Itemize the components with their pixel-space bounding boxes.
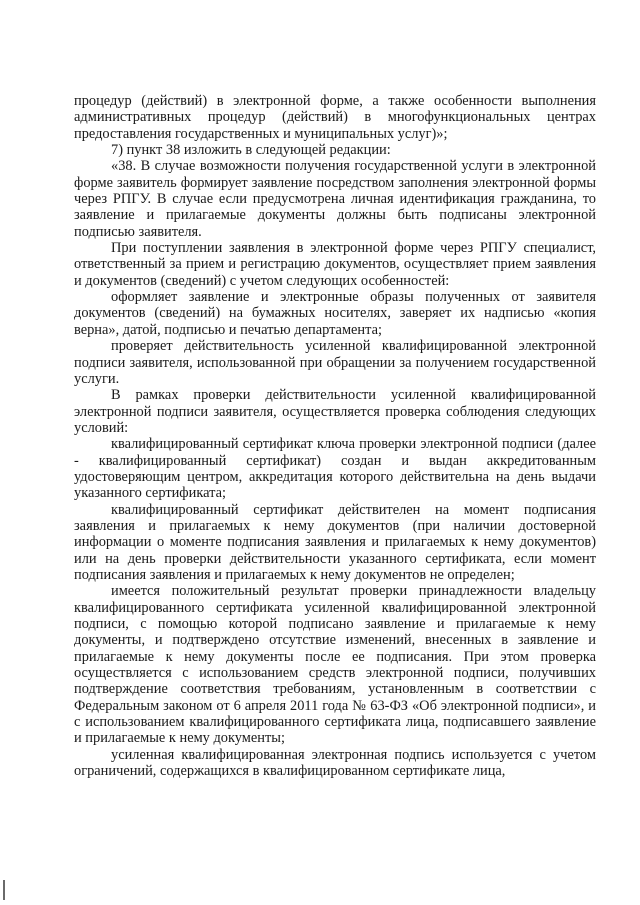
paragraph-2: 7) пункт 38 изложить в следующей редакции: xyxy=(111,142,391,159)
paragraph-7: В рамках проверки действительности усиленной квалифицированной электронной подписи заявителя, осуществляется проверка соблюдения следующих условий: xyxy=(74,387,596,436)
paragraph-6: проверяет действительность усиленной квалифицированной электронной подписи заявителя, использованной при обращении за получением государственной услуги. xyxy=(74,338,596,387)
paragraph-10: имеется положительный результат проверки принадлежности владельцу квалифицированного сертификата усиленной квалифицированной электронной подписи, с помощью которой подписано заявление и прилагаемые к нему документы, и подтверждено отсутствие изменений, внесенных в заявление и прилагаемые к нему документы после ее подписания. При этом проверка осуществляется с использованием средств электронной подписи, получивших подтверждение соответствия требованиям, установленным в соответствии с Федеральным законом от 6 апреля 2011 года № 63-ФЗ «Об электронной подписи», и с использованием квалифицированного сертификата лица, подписавшего заявление и прилагаемые к нему документы; xyxy=(74,583,596,747)
document-page xyxy=(74,93,596,779)
paragraph-3: «38. В случае возможности получения государственной услуги в электронной форме заявитель формирует заявление посредством заполнения электронной формы через РПГУ. В случае если предусмотрена личная идентификация гражданина, то заявление и прилагаемые документы должны быть подписаны электронной подписью заявителя. xyxy=(74,158,596,240)
paragraph-8: квалифицированный сертификат ключа проверки электронной подписи (далее - квалифицированный сертификат) создан и выдан аккредитованным удостоверяющим центром, аккредитация которого действительна на день выдачи указанного сертификата; xyxy=(74,436,596,502)
paragraph-9: квалифицированный сертификат действителен на момент подписания заявления и прилагаемых к нему документов (при наличии достоверной информации о моменте подписания заявления и прилагаемых к нему документов) или на день проверки действительности указанного сертификата, если момент подписания заявления и прилагаемых к нему документов не определен; xyxy=(74,501,596,583)
paragraph-4: При поступлении заявления в электронной форме через РПГУ специалист, ответственный за прием и регистрацию документов, осуществляет прием заявления и документов (сведений) с учетом следующих особенностей: xyxy=(74,240,596,289)
paragraph-1: процедур (действий) в электронной форме, а также особенности выполнения административных процедур (действий) в многофункциональных центрах предоставления государственных и муниципальных услуг)»; xyxy=(74,93,596,142)
scan-edge-mark xyxy=(3,880,5,900)
paragraph-5: оформляет заявление и электронные образы полученных от заявителя документов (сведений) на бумажных носителях, заверяет их надписью «копия верна», датой, подписью и печатью департамента; xyxy=(74,289,596,338)
paragraph-11: усиленная квалифицированная электронная подпись используется с учетом ограничений, содержащихся в квалифицированном сертификате лица, xyxy=(74,746,596,780)
